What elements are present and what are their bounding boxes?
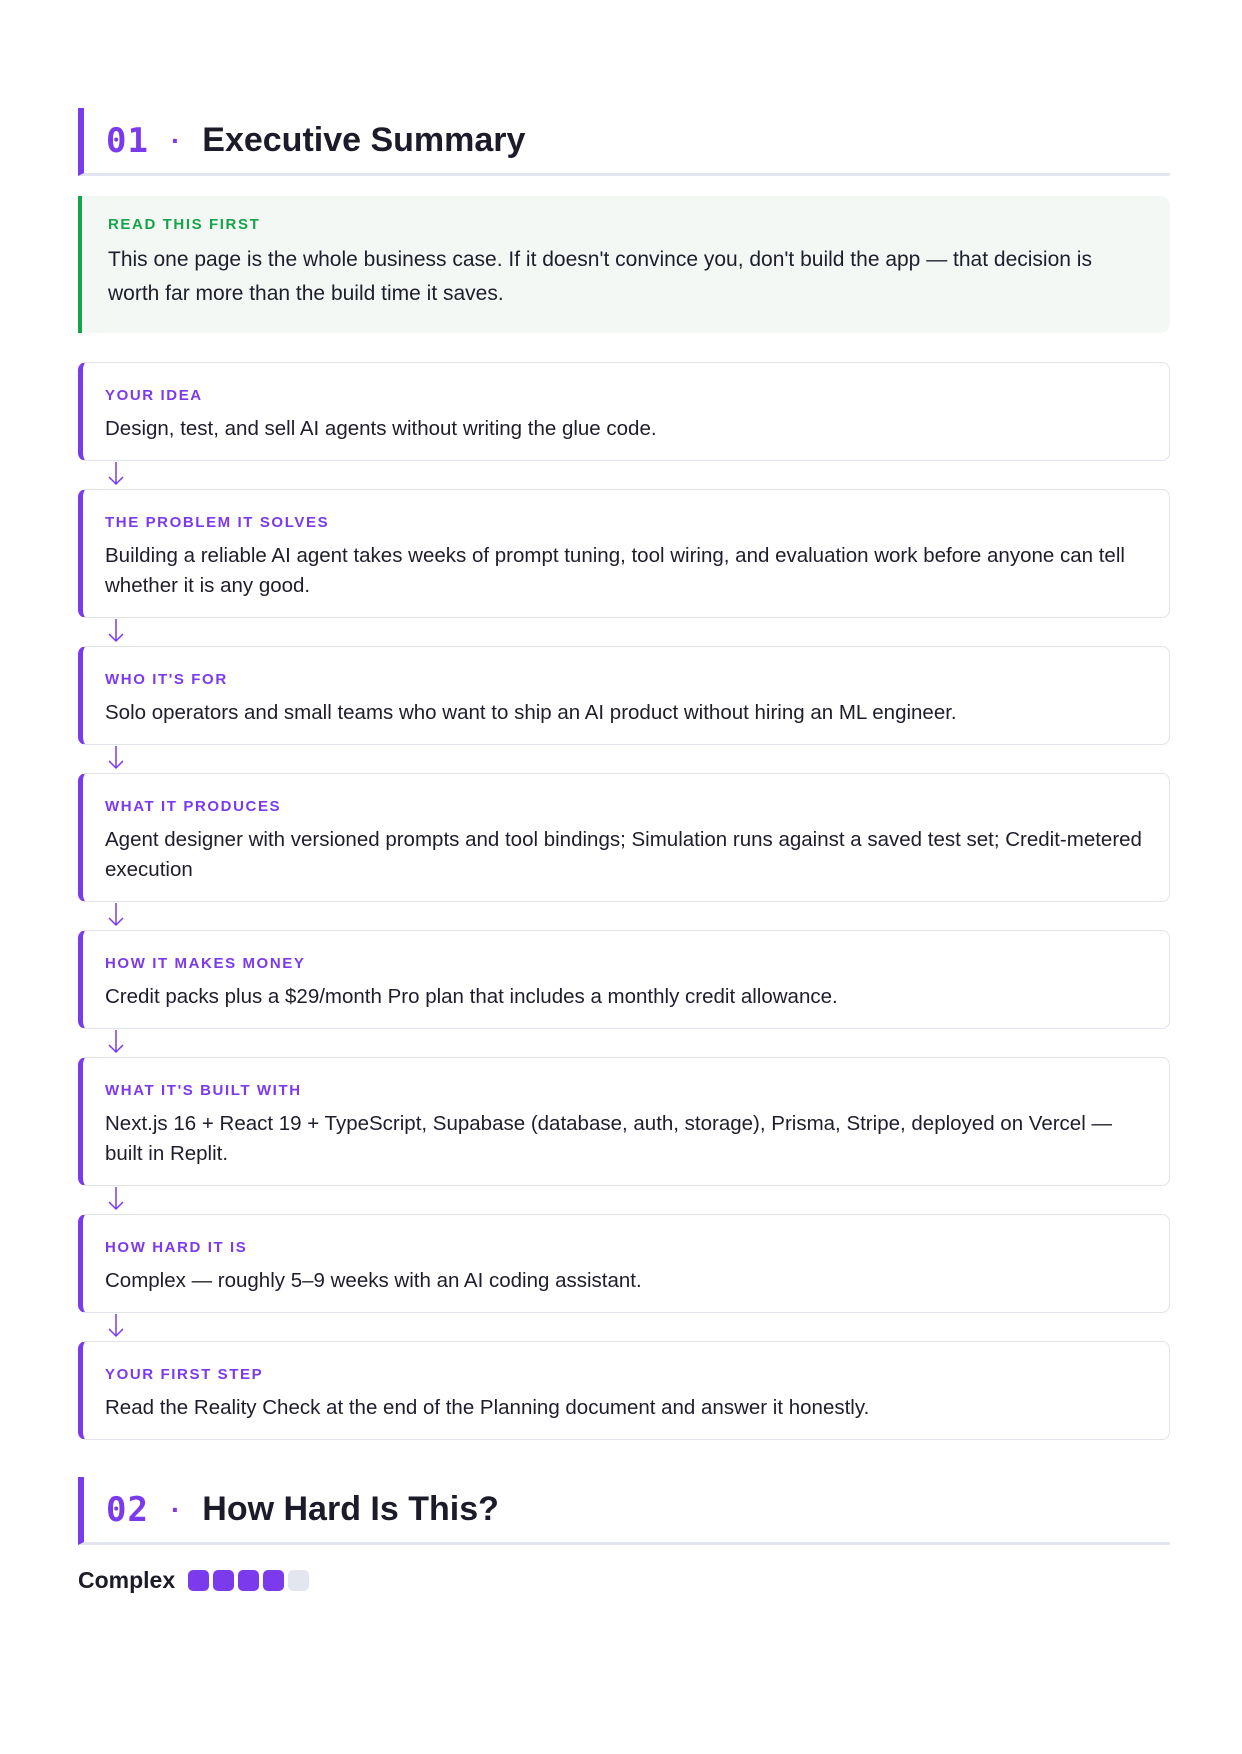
difficulty-label: Complex bbox=[78, 1567, 176, 1593]
callout-text: This one page is the whole business case. If it doesn't convince you, don't build the app — that decision is worth far more than the build time it saves. bbox=[108, 248, 1092, 305]
card-text: Read the Reality Check at the end of the Planning document and answer it honestly. bbox=[105, 1396, 870, 1419]
difficulty-pip-filled bbox=[238, 1570, 259, 1591]
document-page bbox=[78, 108, 1170, 1594]
section-separator: · bbox=[170, 1493, 181, 1525]
card-money bbox=[78, 930, 1170, 1029]
card-label: HOW HARD IT IS bbox=[105, 1239, 248, 1256]
card-text: Building a reliable AI agent takes weeks of prompt tuning, tool wiring, and evaluation work before anyone can tell whether it is any good. bbox=[105, 544, 1125, 597]
section-title: How Hard Is This? bbox=[202, 1490, 499, 1528]
card-how-hard bbox=[78, 1214, 1170, 1313]
section-heading-how-hard bbox=[78, 1477, 1170, 1545]
card-first-step bbox=[78, 1341, 1170, 1440]
card-label: WHAT IT'S BUILT WITH bbox=[105, 1082, 302, 1099]
summary-flow bbox=[78, 362, 1170, 1440]
card-label: THE PROBLEM IT SOLVES bbox=[105, 514, 330, 531]
flow-arrow-icon bbox=[78, 1186, 1170, 1214]
section-title: Executive Summary bbox=[202, 121, 526, 159]
card-label: YOUR FIRST STEP bbox=[105, 1366, 264, 1383]
card-text: Solo operators and small teams who want to ship an AI product without hiring an ML engineer. bbox=[105, 701, 957, 724]
card-text: Credit packs plus a $29/month Pro plan that includes a monthly credit allowance. bbox=[105, 985, 838, 1008]
card-label: WHO IT'S FOR bbox=[105, 671, 228, 688]
section-separator: · bbox=[170, 124, 181, 156]
card-label: YOUR IDEA bbox=[105, 387, 203, 404]
section-number: 01 bbox=[106, 120, 149, 161]
flow-arrow-icon bbox=[78, 1029, 1170, 1057]
difficulty-meter bbox=[188, 1570, 313, 1591]
flow-arrow-icon bbox=[78, 902, 1170, 930]
difficulty-pip-filled bbox=[188, 1570, 209, 1591]
difficulty-rating bbox=[78, 1567, 1170, 1594]
card-produces bbox=[78, 773, 1170, 902]
flow-arrow-icon bbox=[78, 461, 1170, 489]
card-audience bbox=[78, 646, 1170, 745]
difficulty-pip-empty bbox=[288, 1570, 309, 1591]
read-first-callout bbox=[78, 196, 1170, 333]
flow-arrow-icon bbox=[78, 745, 1170, 773]
card-text: Next.js 16 + React 19 + TypeScript, Supabase (database, auth, storage), Prisma, Stripe, deployed on Vercel — built in Replit. bbox=[105, 1112, 1112, 1165]
section-number: 02 bbox=[106, 1489, 149, 1530]
card-text: Complex — roughly 5–9 weeks with an AI coding assistant. bbox=[105, 1269, 642, 1292]
section-heading-executive-summary bbox=[78, 108, 1170, 176]
card-label: HOW IT MAKES MONEY bbox=[105, 955, 306, 972]
card-built-with bbox=[78, 1057, 1170, 1186]
flow-arrow-icon bbox=[78, 618, 1170, 646]
difficulty-pip-filled bbox=[263, 1570, 284, 1591]
card-your-idea bbox=[78, 362, 1170, 461]
callout-label: READ THIS FIRST bbox=[108, 216, 261, 233]
flow-arrow-icon bbox=[78, 1313, 1170, 1341]
card-text: Agent designer with versioned prompts and tool bindings; Simulation runs against a saved test set; Credit-metered execution bbox=[105, 828, 1142, 881]
card-label: WHAT IT PRODUCES bbox=[105, 798, 282, 815]
card-problem bbox=[78, 489, 1170, 618]
card-text: Design, test, and sell AI agents without writing the glue code. bbox=[105, 417, 657, 440]
difficulty-pip-filled bbox=[213, 1570, 234, 1591]
